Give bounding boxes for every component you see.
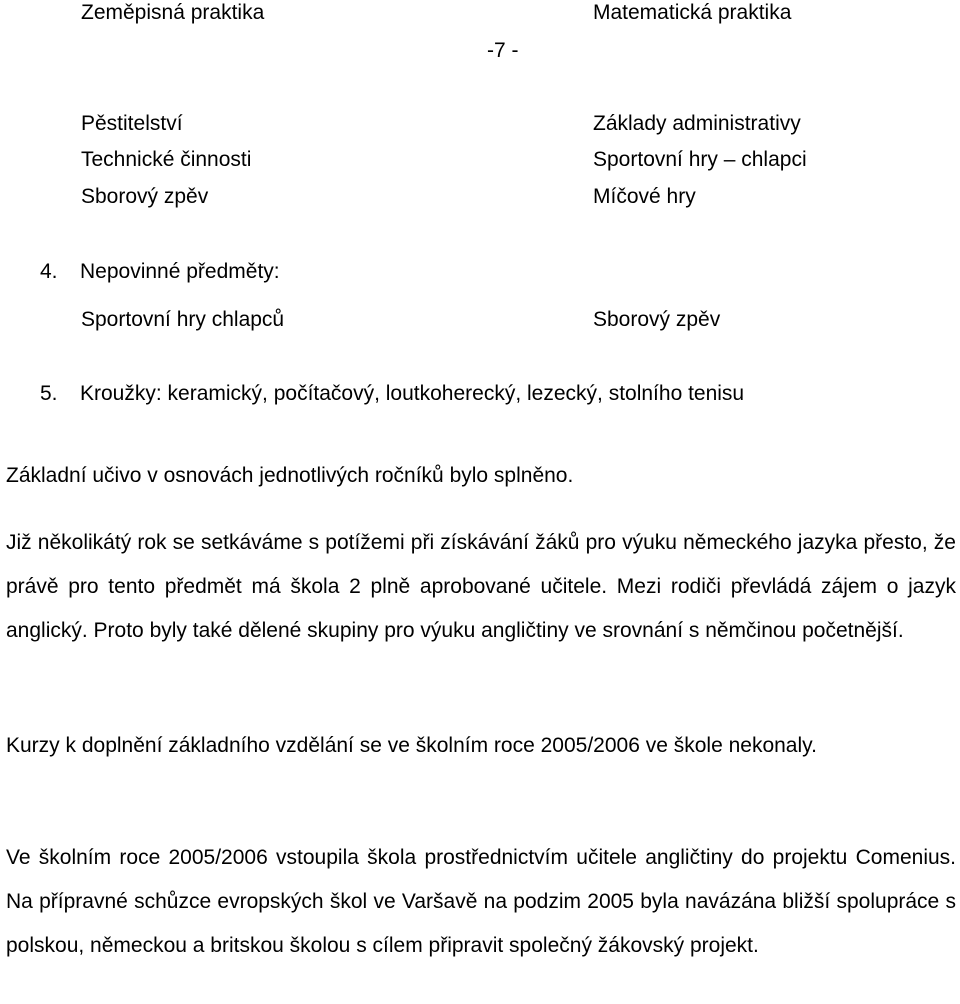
list-item-title: Nepovinné předměty:: [80, 260, 280, 283]
subject-right-3: Míčové hry: [593, 185, 696, 208]
paragraph-german-language: Již několikátý rok se setkáváme s potížemi při získávání žáků pro výuku německého jazyka přesto, že právě pro tento předmět má škola 2 plně aprobované učitele. Mezi rodiči převládá zájem o jazyk anglický. Proto byly také dělené skupiny pro výuku angličtiny ve srovnání s němčinou početnější.: [6, 531, 956, 642]
list-item-clubs: [40, 381, 744, 407]
subject-left-2: Technické činnosti: [81, 148, 252, 171]
page-number: -7 -: [487, 39, 519, 62]
subject-left-3: Sborový zpěv: [81, 185, 209, 208]
optional-subject-left: Sportovní hry chlapců: [81, 308, 285, 331]
subject-right-1: Základy administrativy: [593, 112, 801, 135]
subject-geography-practice: Zeměpisná praktika: [81, 1, 265, 24]
paragraph-comenius: Ve školním roce 2005/2006 vstoupila škola prostřednictvím učitele angličtiny do projektu Comenius. Na přípravné schůzce evropských škol ve Varšavě na podzim 2005 byla navázána bližší spolupráce s polskou, německou a britskou školou s cílem připravit společný žákovský projekt.: [6, 846, 956, 957]
paragraph-curriculum: Základní učivo v osnovách jednotlivých ročníků bylo splněno.: [6, 464, 574, 487]
list-number: 4.: [40, 260, 58, 283]
subject-left-1: Pěstitelství: [81, 112, 183, 135]
optional-subject-right: Sborový zpěv: [593, 308, 721, 331]
subject-math-practice: Matematická praktika: [593, 1, 792, 24]
paragraph-courses: Kurzy k doplnění základního vzdělání se ve školním roce 2005/2006 ve škole nekonaly.: [6, 734, 817, 757]
list-item-text: Kroužky: keramický, počítačový, loutkoherecký, lezecký, stolního tenisu: [80, 382, 745, 405]
list-item-optional-subjects: [40, 259, 280, 285]
subject-right-2: Sportovní hry – chlapci: [593, 148, 807, 171]
list-number: 5.: [40, 382, 58, 405]
